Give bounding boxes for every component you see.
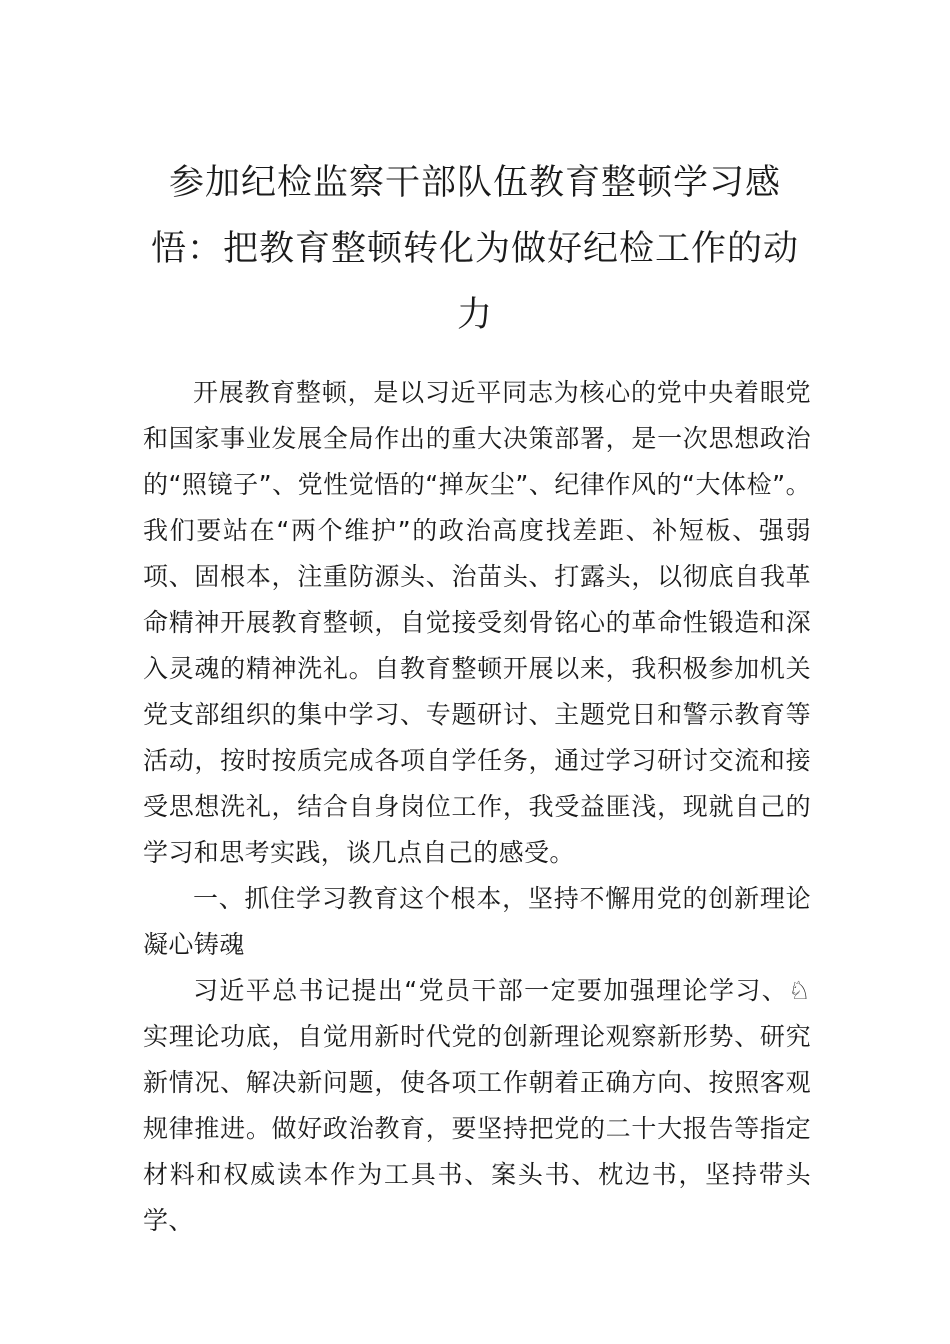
body-paragraph-1: 开展教育整顿，是以习近平同志为核心的党中央着眼党和国家事业发展全局作出的重大决策部署，是一次思想政治的“照镜子”、党性觉悟的“掸灰尘”、纪律作风的“大体检”。我们要站在“两个维护”的政治高度找差距、补短板、强弱项、固根本，注重防源头、治苗头、打露头，以彻底自我革命精神开展教育整顿，自觉接受刻骨铭心的革命性锻造和深入灵魂的精神洗礼。自教育整顿开展以来，我积极参加机关党支部组织的集中学习、专题研讨、主题党日和警示教育等活动，按时按质完成各项自学任务，通过学习研讨交流和接受思想洗礼，结合自身岗位工作，我受益匪浅，现就自己的学习和思考实践，谈几点自己的感受。	[143, 378, 811, 867]
body-paragraph-2: 习近平总书记提出“党员干部一定要加强理论学习、♘实理论功底，自觉用新时代党的创新理论观察新形势、研究新情况、解决新问题，使各项工作朝着正确方向、按照客观规律推进。做好政治教育，要坚持把党的二十大报告等指定材料和权威读本作为工具书、案头书、枕边书，坚持带头学、	[143, 976, 811, 1235]
document-body	[143, 370, 811, 1244]
section-heading-1: 一、抓住学习教育这个根本，坚持不懈用党的创新理论凝心铸魂	[143, 884, 811, 959]
document-title: 参加纪检监察干部队伍教育整顿学习感悟：把教育整顿转化为做好纪检工作的动力	[150, 163, 799, 335]
